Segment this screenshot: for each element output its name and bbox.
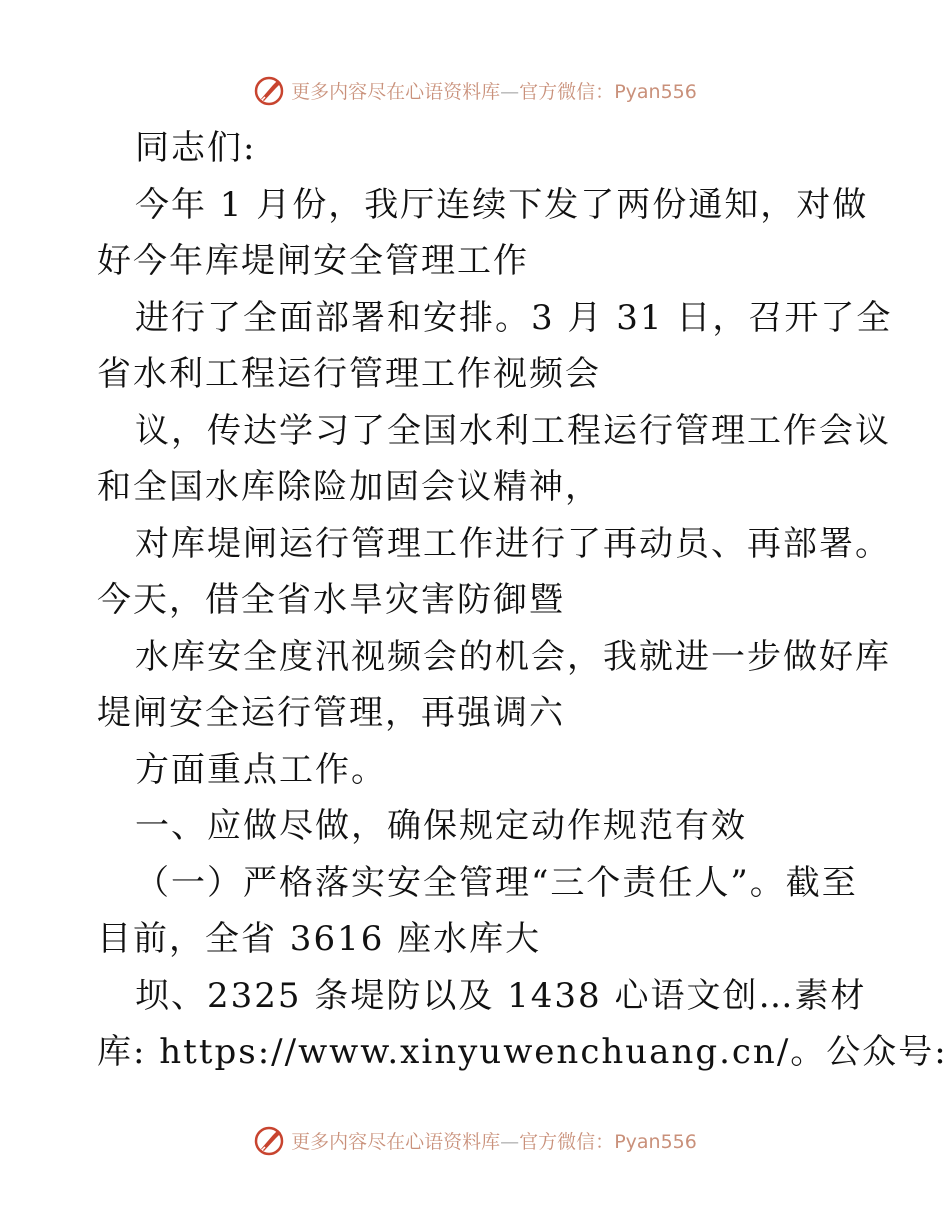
text-line: 目前，全省 3616 座水库大: [97, 919, 542, 959]
header-watermark-banner: [0, 70, 950, 110]
text-line: 议，传达学习了全国水利工程运行管理工作会议: [135, 410, 891, 451]
text-line-url: 库: https://www.xinyuwenchuang.cn/。公众号:: [97, 1032, 948, 1072]
header-wechat-label: 官方微信：: [519, 80, 615, 103]
text-line: 坝、2325 条堤防以及 1438 心语文创…素材: [135, 975, 867, 1016]
text-line: 方面重点工作。: [135, 749, 387, 790]
text-line: 水库安全度汛视频会的机会，我就进一步做好库: [135, 636, 891, 677]
text-line: 堤闸安全运行管理，再强调六: [97, 693, 565, 733]
section-heading: 一、应做尽做，确保规定动作规范有效: [135, 806, 747, 846]
header-banner-text: [291, 77, 697, 104]
footer-wechat-label: 官方微信：: [519, 1130, 615, 1153]
text-line: 今年 1 月份，我厅连续下发了两份通知，对做: [135, 184, 869, 225]
footer-watermark-banner: [0, 1120, 950, 1160]
footer-site-text: 更多内容尽在心语资料库: [291, 1130, 501, 1153]
document-body: [97, 120, 948, 1081]
footer-wechat-id: Pyan556: [614, 1130, 697, 1153]
pen-logo-icon: [253, 73, 287, 107]
header-site-text: 更多内容尽在心语资料库: [291, 80, 501, 103]
footer-banner-text: [291, 1127, 697, 1154]
text-line: 对库堤闸运行管理工作进行了再动员、再部署。: [135, 523, 891, 564]
header-wechat-id: Pyan556: [614, 80, 697, 103]
footer-separator: —: [500, 1130, 520, 1153]
text-line: 和全国水库除险加固会议精神，: [97, 467, 601, 507]
header-separator: —: [500, 80, 520, 103]
subsection-heading: （一）严格落实安全管理“三个责任人”。截至: [135, 862, 858, 903]
text-line: 好今年库堤闸安全管理工作: [97, 241, 529, 281]
text-line: 省水利工程运行管理工作视频会: [97, 354, 601, 394]
text-line: 今天，借全省水旱灾害防御暨: [97, 580, 565, 620]
text-line-salutation: 同志们:: [135, 128, 257, 168]
text-line: 进行了全面部署和安排。3 月 31 日，召开了全: [135, 297, 893, 338]
pen-logo-icon: [253, 1123, 287, 1157]
